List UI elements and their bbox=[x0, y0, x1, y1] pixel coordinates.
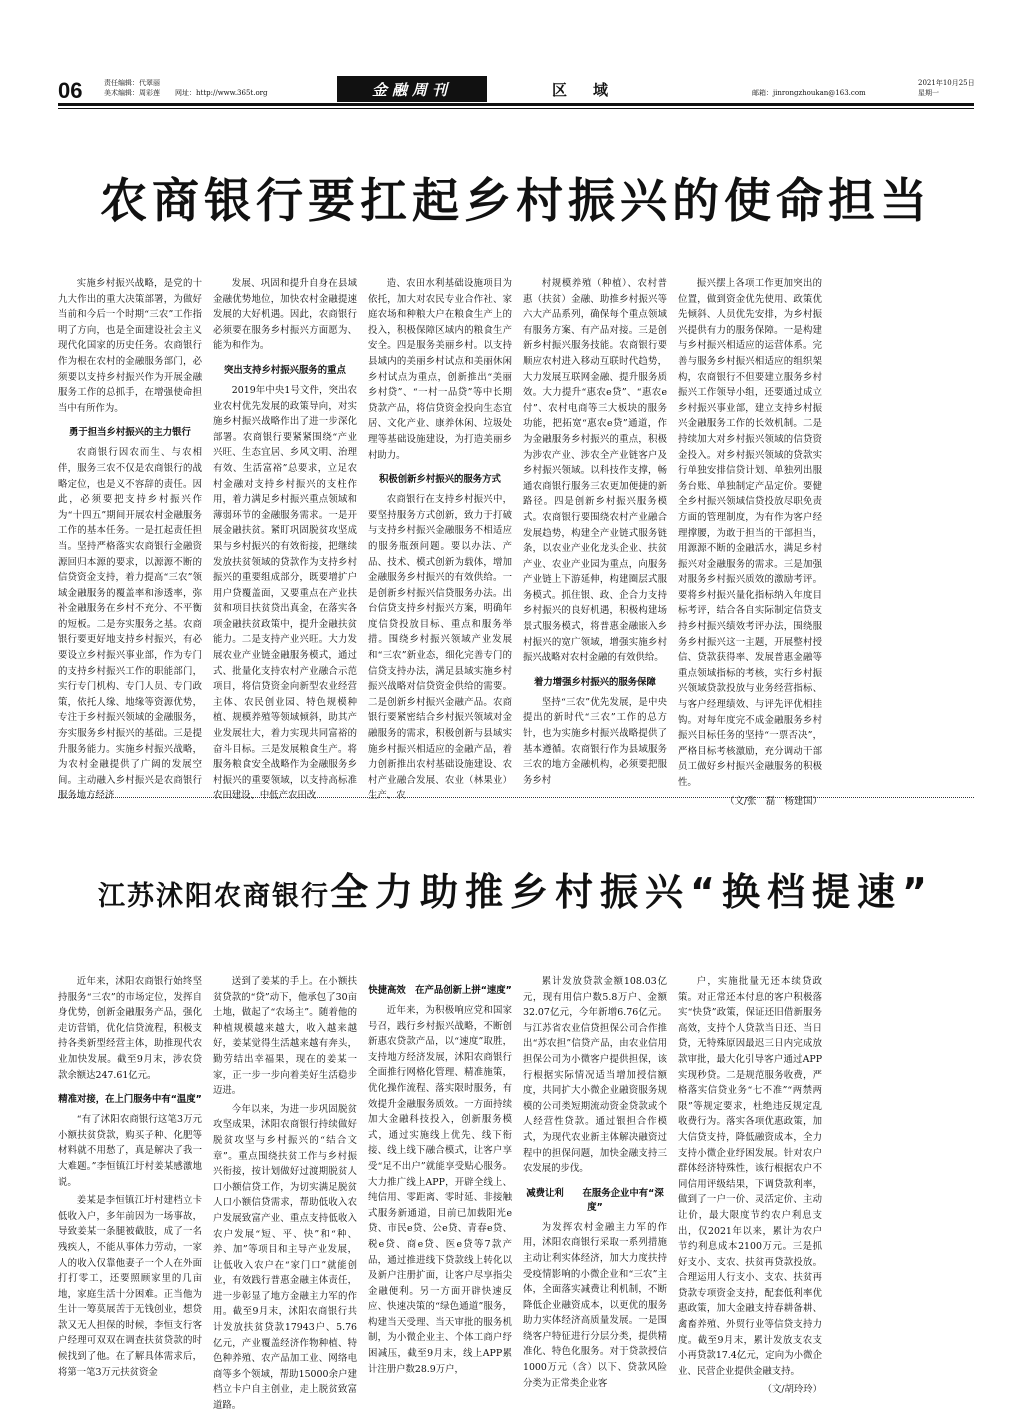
subheading: 勇于担当乡村振兴的主力银行 bbox=[69, 427, 191, 439]
page-number: 06 bbox=[58, 78, 83, 103]
subheading: 着力增强乡村振兴的服务保障 bbox=[534, 676, 656, 688]
paragraph: 发展、巩固和提升自身在县域金融优势地位，加快农村金融提速发展的大好机遇。因此，农商银行必须要在服务乡村振兴方面愿为、能为和作为。 bbox=[213, 278, 357, 352]
header-rule bbox=[58, 103, 974, 106]
article-column bbox=[523, 974, 667, 1389]
paragraph: 农商银行因农而生、与农相伴，服务三农不仅是农商银行的战略定位，也是义不容辞的责任。因此，必须要把支持乡村振兴作为“十四五”期间开展农村金融服务工作的基本任务。一是扛起责任担当。坚持严格落实农商银行金融资源回归本源的要求，以源源不断的信贷资金支持，着力提高“三农”领域金融服务的覆盖率和渗透率，弥补金融服务在乡村不充分、不平衡的短板。二是夯实服务之基。农商银行要更好地支持乡村振兴，有必要设立乡村振兴事业部，作为专门的支持乡村振兴工作的职能部门，实行专门机构、专门人员、专门政策，依托人缘、地缘等资源优势，专注于乡村振兴领域的金融服务，夯实服务乡村振兴的基础。三是提升服务能力。实施乡村振兴战略，为农村金融提供了广阔的发展空间。主动融入乡村振兴是农商银行服务地方经济 bbox=[58, 447, 202, 802]
subheading: 突出支持乡村振兴服务的重点 bbox=[224, 364, 346, 376]
paragraph: 姜某是李恒镇江圩村建档立卡低收入户，多年前因为一场事故，导致姜某一条腿被截肢，成了一名残疾人，不能从事体力劳动，一家人的收入仅靠他妻子一个人在外面打打零工，还要照顾家里的几亩地，家庭生活十分困难。正当他为生计一筹莫展苦于无钱创业，想贷款又无人担保的时候，李恒支行客户经理可双双在调查扶贫贷款的时候找到了他。在了解具体需求后，将第一笔3万元扶贫资金 bbox=[58, 1195, 202, 1378]
article2-body bbox=[58, 974, 974, 1412]
header-rule-thin bbox=[58, 108, 974, 109]
paragraph: 2019年中央1号文件，突出农业农村优先发展的政策导向，对实施乡村振兴战略作出了进一步深化部署。农商银行要紧紧围绕“产业兴旺、生态宜居、乡风文明、治理有效、生活富裕”总要求，立足农村金融对支持乡村振兴的支柱作用，着力满足乡村振兴重点领域和薄弱环节的金融服务需求。一是开展金融扶贫。紧盯巩固脱贫攻坚成果与乡村振兴的有效衔接，把继续发放扶贫领域的贷款作为支持乡村振兴的重要组成部分，既要增扩户用户贷覆盖面，又要重点在产业扶贫和项目扶贫贷出真金，在落实各项金融扶贫政策中，提升金融扶贫能力。二是支持产业兴旺。大力发展农业产业链金融服务模式，通过式、批量化支持农村产业融合示范项目，将信贷资金向新型农业经营主体、农民创业园、特色规模种植、规模养殖等领域倾斜，助其产业发展壮大，着力实现共同富裕的奋斗目标。三是发展粮食生产。将服务粮食安全战略作为金融服务乡村振兴的重要领域，以支持高标准农田建设、中低产农田改 bbox=[213, 384, 357, 802]
paragraph: 实施乡村振兴战略，是党的十九大作出的重大决策部署，为做好当前和今后一个时期“三农”工作指明了方向，也是全面建设社会主义现代化国家的历史任务。农商银行作为根在农村的金融服务部门，必须要以支持乡村振兴作为开展金融服务工作的总抓手，在增强使命担当中有所作为。 bbox=[58, 278, 202, 414]
paragraph: 坚持“三农”优先发展，是中央提出的新时代“三农”工作的总方针，也为实施乡村振兴战略提供了基本遵循。农商银行作为县域服务三农的地方金融机构，必须要把服务乡村 bbox=[523, 696, 667, 786]
byline: （文/张 磊 杨建国） bbox=[725, 795, 822, 807]
paragraph: 近年来，为积极响应党和国家号召，践行乡村振兴战略，不断创新惠农贷款产品，以“速度”取胜，支持地方经济发展，沭阳农商银行全面推行网格化管理、精准施策，优化操作流程、落实限时服务，有效提升金融服务质效。一方面持续加大金融科技投入，创新服务模式，通过实施线上优先、线下衔接、线上线下融合模式，让客户享受“足不出户”就能享受贴心服务。大力推广线上APP，开辟全线上、纯信用、零距离、零时延、非接触式服务新通道，目前已加载阳光e贷、市民e贷、公e贷、青春e贷、税e贷、商e贷、医e贷等7款产品，通过推进线下贷款线上转化以及新户注册扩面，让客户尽享指尖金融便利。另一方面开辟快速反应、快速决策的“绿色通道”服务，构建当天受理、当天审批的服务机制，为小微企业主、个体工商户纾困减压，截至9月末，线上APP累计注册户数28.9万户， bbox=[368, 1005, 512, 1375]
weekday-text: 星期一 bbox=[918, 89, 939, 97]
article-divider bbox=[58, 797, 974, 798]
date-text: 2021年10月25日 bbox=[918, 79, 975, 87]
editor-credits bbox=[104, 78, 160, 98]
article-column bbox=[368, 276, 512, 802]
section-name: 区域 bbox=[552, 81, 635, 99]
paragraph: 送到了姜某的手上。在小额扶贫贷款的“贷”动下，他承包了30亩土地，做起了“农场主”。随着他的种植规模越来越大，收入越来越好，姜某觉得生活越来越有奔头，勤劳结出幸福果，现在的姜某一家，正一步一步向着美好生活稳步迈进。 bbox=[213, 976, 357, 1097]
subheading: 精准对接，在上门服务中有“温度” bbox=[58, 1094, 202, 1106]
paragraph: 村规模养殖（种植）、农村普惠（扶贫）金融、助推乡村振兴等六大产品系列，确保每个重点领域有服务方案、有产品对接。三是创新乡村振兴服务技能。农商银行要顺应农村进入移动互联时代趋势，大力发展互联网金融、提升服务质效。大力提升“惠农e贷”、“惠农e付”、农村电商等三大板块的服务功能，把拓宽“惠农e贷”通道，作为金融服务乡村振兴的重点，积极为涉农产业、涉农全产业链客户及乡村振兴领域。以科技作支撑，畅通农商银行服务三农更加便捷的新路径。四是创新乡村振兴服务模式。农商银行要围绕农村产业融合发展趋势，构建全产业链式服务链条，以农业产业化龙头企业、扶贫产业、农业产业园为重点，向服务产业链上下游延伸，构建圈层式服务模式。抓住银、政、企合力支持乡村振兴的良好机遇，积极构建场景式服务模式，将普惠金融嵌入乡村振兴的宽广领域，增强实施乡村振兴战略对农村金融的有效供给。 bbox=[523, 278, 667, 664]
paragraph: 振兴摆上各项工作更加突出的位置，做到资金优先使用、政策优先倾斜、人员优先安排，为乡村振兴提供有力的服务保障。一是构建与乡村振兴相适应的运营体系。完善与服务乡村振兴相适应的组织架构，农商银行不但要建立服务乡村振兴工作领导小组，还要通过成立乡村振兴事业部，建立支持乡村振兴金融服务工作的长效机制。二是持续加大对乡村振兴领域的信贷资金投入。对乡村振兴领域的贷款实行单独安排信贷计划、单独列出服务台账、单独制定产品定价。要健全乡村振兴领域信贷投放尽职免责方面的管理制度，为有作为客户经理撑腰，为敢于担当的干部担当，用源源不断的金融活水，满足乡村振兴对金融服务的需求。三是加强对服务乡村振兴质效的激励考评。要将乡村振兴量化指标纳入年度目标考评，结合各自实际制定信贷支持乡村振兴绩效考评办法，围绕服务乡村振兴这一主题，开展整村授信、贷款获得率、发展普惠金融等重点领域指标的考核，实行乡村振兴领域贷款投放与业务经营指标、与客户经理绩效、与评先评优相挂钩。对每年度完不成金融服务乡村振兴目标任务的坚持“一票否决”，严格目标考核激励，充分调动干部员工做好乡村振兴金融服务的积极性。 bbox=[678, 278, 822, 788]
article-column bbox=[58, 974, 202, 1378]
article-column bbox=[213, 974, 357, 1412]
article2-headline-lead: 江苏沭阳农商银行 bbox=[98, 881, 331, 912]
issue-date bbox=[918, 78, 975, 98]
paragraph: 造、农田水利基础设施项目为依托，加大对农民专业合作社、家庭农场和种粮大户在粮食生产上的投入，积极保障区域内的粮食生产安全。四是服务美丽乡村。以支持县域内的美丽乡村试点和美丽休闲乡村试点为重点，创新推出“美丽乡村贷”、“一村一品贷”等中长期贷款产品，将信贷资金投向生态宜居、文化产业、康养休闲、垃圾处理等基础设施建设，为打造美丽乡村助力。 bbox=[368, 278, 512, 461]
article-column bbox=[213, 276, 357, 802]
paragraph: 累计发放贷款金额108.03亿元，现有用信户数5.8万户、金额32.07亿元，今年新增6.76亿元。与江苏省农业信贷担保公司合作推出“苏农担”信贷产品，由农业信用担保公司为小微客户提供担保，该行根据实际情况适当增加授信额度，共同扩大小微企业融资服务规模的公司类短期流动资金贷款或个人经营性贷款。通过银担合作模式，为现代农业新主体解决融资过程中的担保问题，加快金融支持三农发展的步伐。 bbox=[523, 976, 667, 1175]
article1-body bbox=[58, 276, 974, 807]
newspaper-name: 金融周刊 bbox=[371, 81, 452, 99]
article-column bbox=[523, 276, 667, 784]
newspaper-logo bbox=[337, 76, 487, 102]
art-editor-line: 美术编辑：周彩莲 bbox=[104, 89, 160, 97]
masthead bbox=[0, 0, 1024, 110]
byline: （文/胡玲玲） bbox=[762, 1384, 822, 1396]
subheading: 减费让利 在服务企业中有“深度” bbox=[526, 1187, 664, 1213]
article1-headline: 农商银行要扛起乡村振兴的使命担当 bbox=[100, 174, 932, 229]
paragraph: 为发挥农村金融主力军的作用，沭阳农商银行采取一系列措施主动让利实体经济，加大力度扶持受疫情影响的小微企业和“三农”主体，全面落实减费让利机制，不断降低企业融资成本，以更优的服务助力实体经济高质量发展。一是围绕客户特征进行分层分类，提供精准化、特色化服务。对于贷款授信1000万元（含）以下、贷款风险分类为正常类企业客 bbox=[523, 1221, 667, 1389]
paragraph: 农商银行在支持乡村振兴中，要坚持服务方式创新，致力于打破与支持乡村振兴金融服务不相适应的服务瓶颈问题。要以办法、产品、技术、模式创新为载体，增加金融服务乡村振兴的有效供给。一是创新乡村振兴信贷服务办法。出台信贷支持乡村振兴方案，明确年度信贷投放目标、重点和服务举措。围绕乡村振兴领域产业发展和“三农”新业态，细化完善专门的信贷支持办法，满足县域实施乡村振兴战略对信贷资金供给的需要。二是创新乡村振兴金融产品。农商银行要紧密结合乡村振兴领域对金融服务的需求，积极创新与县域实施乡村振兴相适应的金融产品，着力创新推出农村基础设施建设、农村产业融合发展、农业（林果业）生产、农 bbox=[368, 494, 512, 802]
article-column bbox=[678, 276, 822, 807]
article-column bbox=[368, 974, 512, 1375]
subheading: 积极创新乡村振兴的服务方式 bbox=[379, 474, 501, 486]
email: 邮箱：jinrongzhoukan@163.com bbox=[752, 89, 866, 97]
paragraph: 近年来，沭阳农商银行始终坚持服务“三农”的市场定位，发挥自身优势，创新金融服务产品，强化走访营销，优化信贷流程，积极支持各类新型经营主体，助推现代农业加快发展。截至9月末，涉农贷款余额达247.61亿元。 bbox=[58, 976, 202, 1081]
paragraph: 户，实施批量无还本续贷政策。对正常还本付息的客户积极落实“快贷”政策，保证还旧借新服务高效，支持个人贷款当日还、当日贷，无特殊原因最迟三日内完成放款审批，最大化引导客户通过APP实现秒贷。二是规范服务收费，严格落实信贷业务“七不准”“两禁两限”等规定要求，杜绝违反规定乱收费行为。落实各项优惠政策，加大信贷支持，降低融资成本，全力支持小微企业纾困发展。针对农户群体经济特殊性，该行根据农户不同信用评级结果，下调贷款利率，做到了一户一价、灵活定价、主动让价，最大限度节约农户利息支出，仅2021年以来，累计为农户节约利息成本2100万元。三是抓好支小、支农、扶贫再贷款投放。合理运用人行支小、支农、扶贫再贷款专项资金支持，配套低利率优惠政策，加大金融支持春耕备耕、禽畜养殖、外贸行业等信贷支持力度。截至9月末，累计发放支农支小再贷款17.4亿元，定向为小微企业、民营企业提供金融支持。 bbox=[678, 976, 822, 1377]
article2-headline-main: 全力助推乡村振兴“换档提速” bbox=[330, 870, 934, 914]
paragraph: “有了沭阳农商银行这笔3万元小额扶贫贷款，购买子种、化肥等材料就不用愁了，真是解决了我一大难题。”李恒镇江圩村姜某感激地说。 bbox=[58, 1114, 202, 1188]
editor-line: 责任编辑：代翠丽 bbox=[104, 79, 160, 87]
article-column bbox=[678, 974, 822, 1396]
paragraph: 今年以来，为进一步巩固脱贫攻坚成果，沭阳农商银行持续做好脱贫攻坚与乡村振兴的“结合文章”。重点围绕扶贫工作与乡村振兴衔接，按计划做好过渡期脱贫人口小额信贷工作，为切实满足脱贫人口小额信贷需求，帮助低收入农户发展致富产业、重点支持低收入农户发展“短、平、快”和“种、养、加”等项目和主导产业发展，让低收入农户在“家门口”就能创业，有效践行普惠金融主体责任，进一步彰显了地方金融主力军的作用。截至9月末，沭阳农商银行共计发放扶贫贷款17943户、5.76亿元，产业覆盖经济作物种植、特色种养殖、农产品加工业、网络电商等多个领域，帮助15000余户建档立卡户自主创业，走上脱贫致富道路。 bbox=[213, 1103, 357, 1412]
website: 网址：http://www.365t.org bbox=[175, 89, 268, 97]
article-column bbox=[58, 276, 202, 802]
article2-headline bbox=[58, 861, 974, 916]
subheading: 快捷高效 在产品创新上拼“速度” bbox=[368, 985, 512, 996]
